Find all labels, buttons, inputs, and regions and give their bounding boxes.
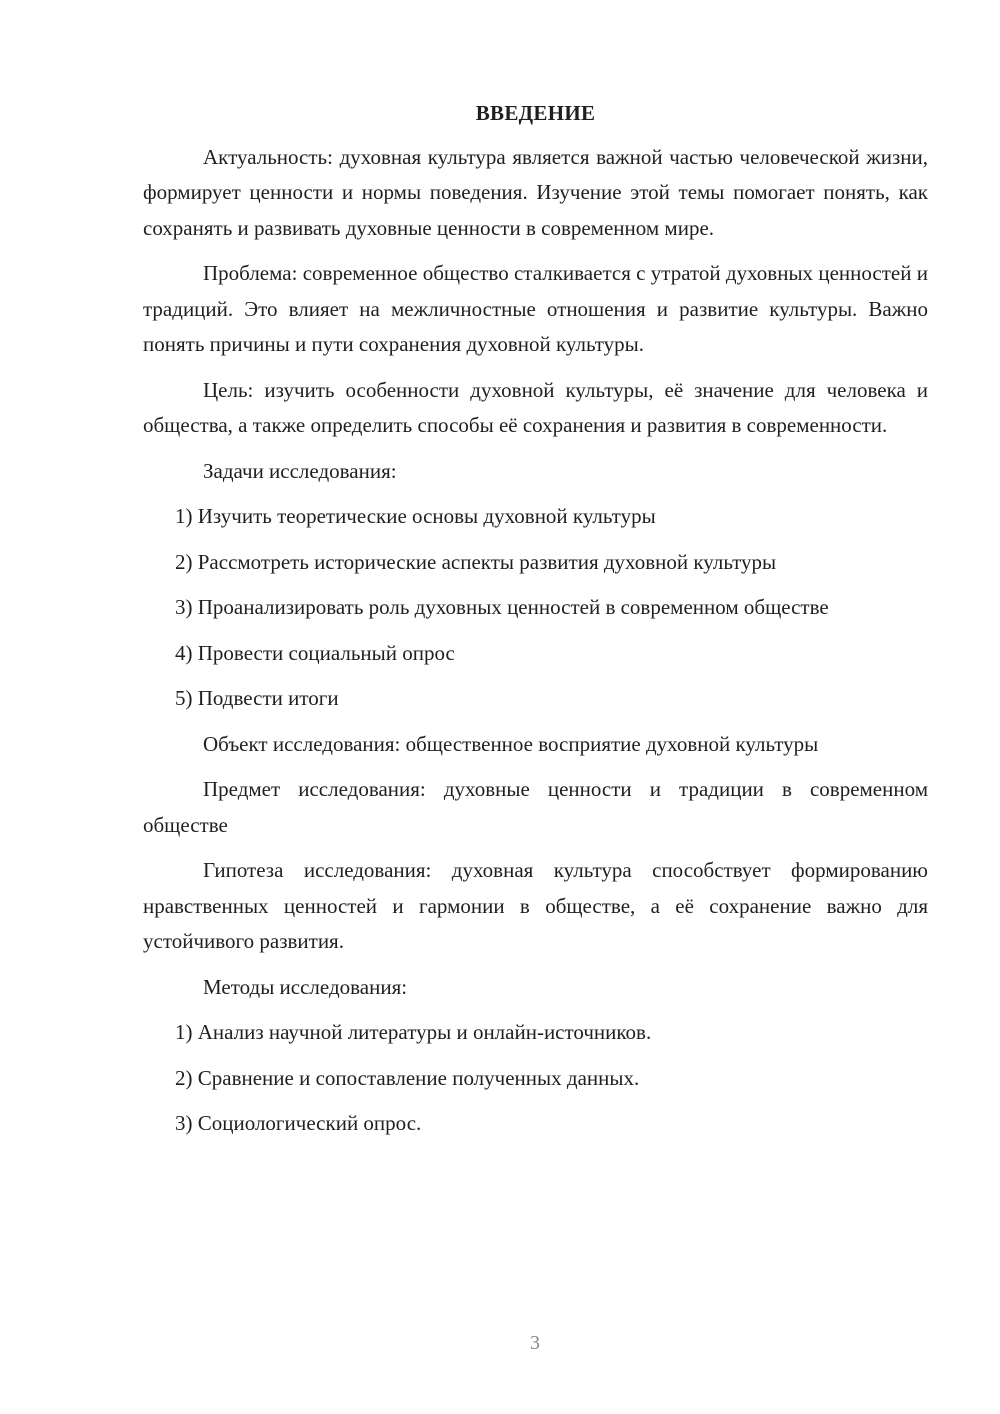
page-content: [143, 96, 928, 1152]
object-paragraph: Объект исследования: общественное восприятие духовной культуры: [203, 731, 819, 756]
task-item: 1) Изучить теоретические основы духовной культуры: [175, 504, 656, 528]
method-item: 2) Сравнение и сопоставление полученных данных.: [175, 1065, 640, 1090]
task-item: 5) Подвести итоги: [175, 686, 339, 710]
method-item: 1) Анализ научной литературы и онлайн-источников.: [175, 1020, 652, 1044]
task-item: 2) Рассмотреть исторические аспекты развития духовной культуры: [175, 549, 777, 574]
method-item: 3) Социологический опрос.: [175, 1111, 422, 1135]
tasks-heading: Задачи исследования:: [203, 458, 397, 483]
methods-heading: Методы исследования:: [203, 974, 408, 999]
section-title: ВВЕДЕНИЕ: [475, 101, 596, 125]
task-item: 4) Провести социальный опрос: [175, 640, 455, 665]
subject-paragraph: Предмет исследования: духовные ценности и традиции в современном обществе: [143, 777, 928, 837]
goal-paragraph: Цель: изучить особенности духовной культуры, её значение для человека и общества, а также определить способы её сохранения и развития в современности.: [143, 377, 928, 437]
relevance-paragraph: Актуальность: духовная культура является важной частью человеческой жизни, формирует ценности и нормы поведения. Изучение этой темы помогает понять, как сохранять и развивать духовные ценности в современном мире.: [143, 144, 928, 240]
problem-paragraph: Проблема: современное общество сталкивается с утратой духовных ценностей и традиций. Это влияет на межличностные отношения и развитие культуры. Важно понять причины и пути сохранения духовной культуры.: [143, 261, 928, 356]
hypothesis-paragraph: Гипотеза исследования: духовная культура способствует формированию нравственных ценностей и гармонии в обществе, а её сохранение важно для устойчивого развития.: [143, 858, 928, 953]
page-number: 3: [530, 1332, 540, 1354]
task-item: 3) Проанализировать роль духовных ценностей в современном обществе: [175, 595, 829, 619]
